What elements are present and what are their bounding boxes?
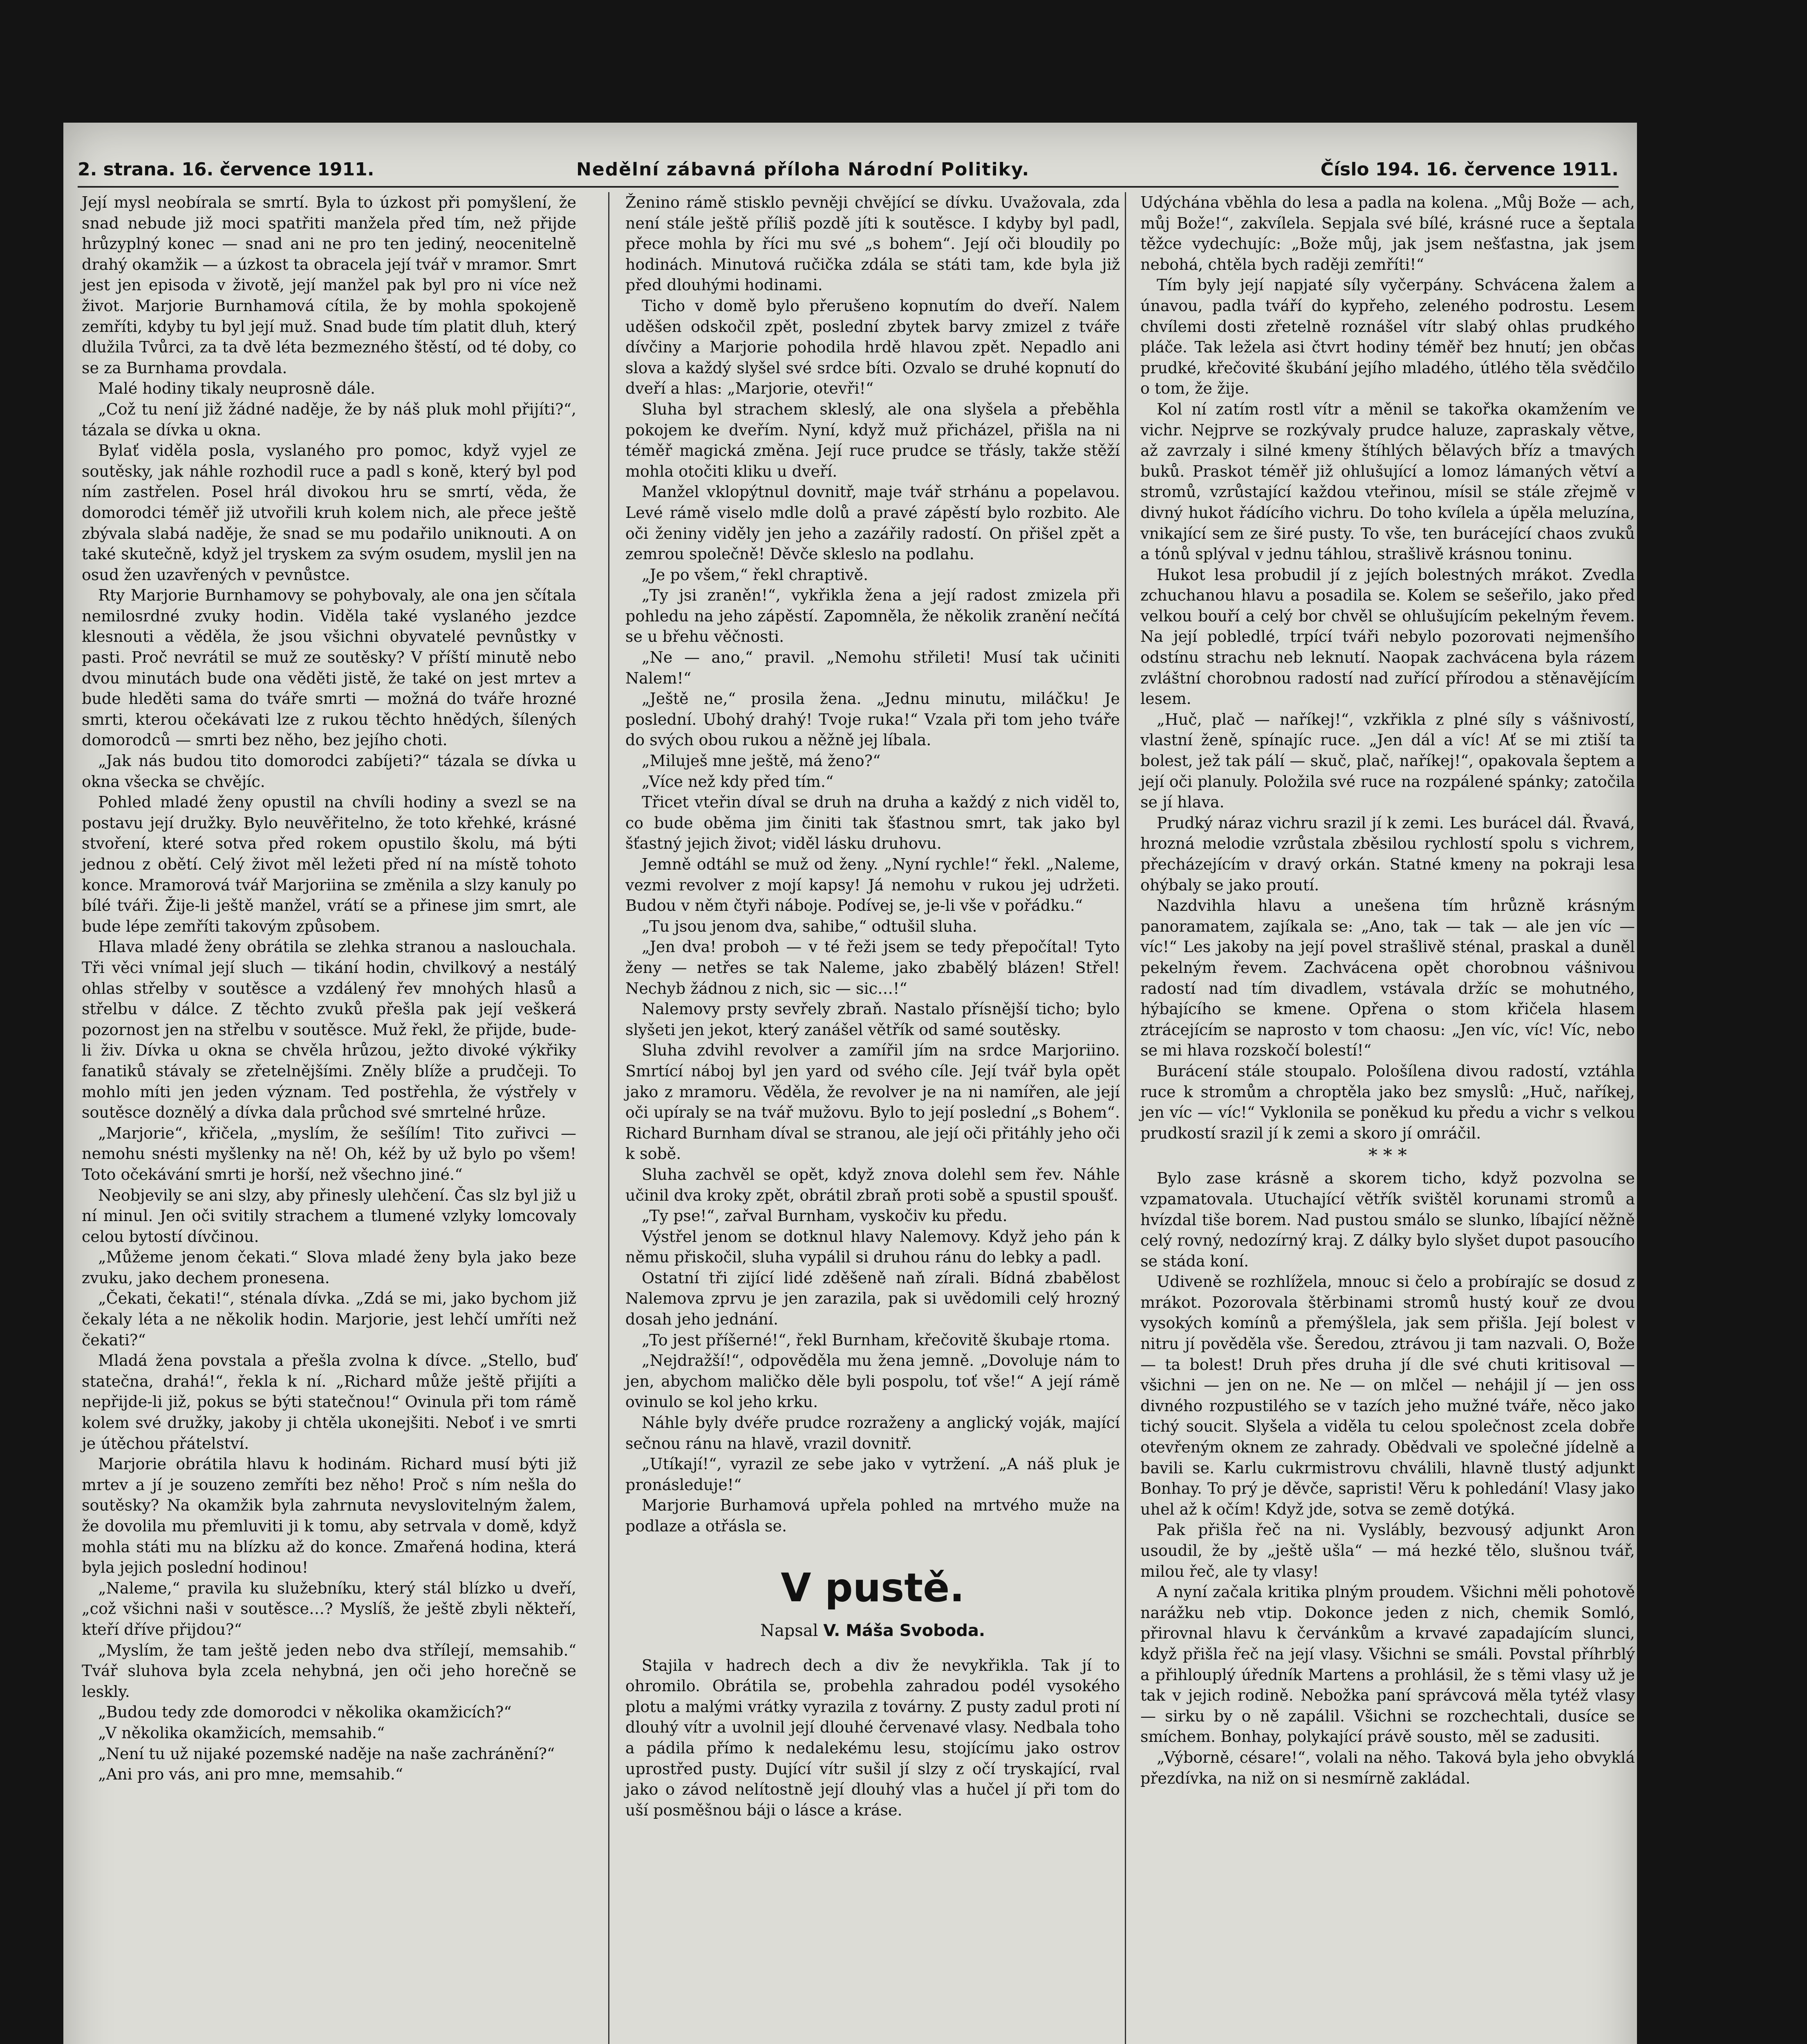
- article-paragraph: Stajila v hadrech dech a div že nevykřikla. Tak jí to ohromilo. Obrátila se, probehla zahradou podél vysokého plotu a malými vrátky vyrazila z továrny. Z pusty zadul proti ní dlouhý vítr a uvolnil její dlouhé červenavé vlasy. Nedbala toho a pádila přímo k nedalekému lesu, stojícímu jako ostrov uprostřed pusty. Dující vítr sušil jí slzy z očí tryskající, rval jako o závod nelítostně její dlouhý vlas a hučel jí při tom do uší posměšnou báji o lásce a kráse.: [625, 1656, 1120, 1819]
- article-paragraph: Sluha zdvihl revolver a zamířil jím na srdce Marjoriino. Smrtící náboj byl jen yard od svého cíle. Její tvář byla opět jako z mramoru. Věděla, že revolver je na ni namířen, ale její oči upíraly se na tvář mužovu. Bylo to její poslední „s Bohem“. Richard Burnham díval se stranou, ale její oči přitáhly jeho oči k sobě.: [625, 1041, 1120, 1163]
- article-paragraph: Rty Marjorie Burnhamovy se pohybovaly, ale ona jen sčítala nemilosrdné zvuky hodin. Viděla také vyslaného jezdce klesnouti a věděla, že jsou všichni obyvatelé pevnůstky v pasti. Proč nevrátil se muž ze soutěsky? V příští minutě nebo dvou minutách bude ona věděti jistě, že také on jest mrtev a bude hleděti sama do tváře smrti — možná do tváře hrozné smrti, kterou očekávati lze z rukou těchto hnědých, šílených domorodců — smrti bez něho, bez jejího choti.: [82, 586, 576, 749]
- article-paragraph: „Ještě ne,“ prosila žena. „Jednu minutu, miláčku! Je poslední. Ubohý drahý! Tvoje ruka!“ Vzala při tom jeho tváře do svých obou rukou a něžně jej líbala.: [625, 690, 1120, 749]
- article-paragraph: „Utíkají!“, vyrazil ze sebe jako v vytržení. „A náš pluk je pronásleduje!“: [625, 1455, 1120, 1494]
- article-paragraph: Kol ní zatím rostl vítr a měnil se takořka okamžením ve vichr. Nejprve se rozkývaly prudce haluze, zapraskaly větve, až zavrzaly i silné kmeny štíhlých bělavých bříz a tmavých buků. Praskot téměř již ohlušující a lomoz lámaných větví a stromů, vzrůstající každou vteřinou, mísil se stále zřejmě v divný hukot řádícího vichru. Do toho kvílela a úpěla meluzína, vnikající sem ze širé pusty. To vše, ten burácející chaos zvuků a tónů splýval v jednu táhlou, strašlivě krásnou toninu.: [1140, 400, 1635, 563]
- header-publication-title: Nedělní zábavná příloha Národní Politiky.: [576, 159, 1030, 180]
- article-paragraph: „To jest příšerné!“, řekl Burnham, křečovitě škubaje rtoma.: [642, 1331, 1111, 1349]
- article-paragraph: „Huč, plač — naříkej!“, vzkřikla z plné síly s vášnivostí, vlastní ženě, spínajíc ruce. „Jen dál a víc! Ať se mi ztiší ta bolest, jež tak pálí — skuč, plač, naříkej!“, opakovala šeptem a její oči planuly. Položila své ruce na rozpálené spánky; zatočila se jí hlava.: [1140, 710, 1635, 811]
- article-paragraph: Hlava mladé ženy obrátila se zlehka stranou a naslouchala. Tři věci vnímal její sluch — tikání hodin, chvilkový a nestálý ohlas střelby v soutěsce a vzdálený řev mnohých hlasů a střelbu v dálce. Z těchto zvuků přešla pak její veškerá pozornost jen na střelbu v soutěsce. Muž řekl, že přijde, bude-li živ. Dívka u okna se chvěla hrůzou, ježto divoké výkřiky fanatiků stávaly se zřetelnějšími. Zněly blíže a prudčeji. To mohlo míti jen jeden význam. Ted postřehla, že výstřely v soutěsce doznělý a dívka dala průchod své smrtelné hrůze.: [82, 938, 576, 1122]
- header-date-left: 2. strana. 16. července 1911.: [78, 159, 374, 180]
- article-paragraph: Bylo zase krásně a skorem ticho, když pozvolna se vzpamatovala. Utuchající větřík svištěl korunami stromů a hvízdal tiše borem. Nad pustou smálo se slunko, líbající něžně celý rovný, nedozírný kraj. Z dálky bylo slyšet dupot pasoucího se stáda koní.: [1140, 1169, 1635, 1270]
- binding-hole: [29, 159, 57, 196]
- header-issue-number: Číslo 194. 16. července 1911.: [1320, 159, 1619, 180]
- article-paragraph: Náhle byly dvéře prudce rozraženy a anglický voják, mající sečnou ránu na hlavě, vrazil dovnitř.: [625, 1414, 1120, 1452]
- article-paragraph: „Čekati, čekati!“, sténala dívka. „Zdá se mi, jako bychom již čekaly léta a ne několik hodin. Marjorie, jest lehčí umříti než čekati?“: [82, 1289, 576, 1349]
- article-paragraph: Ženino rámě stisklo pevněji chvějící se dívku. Uvažovala, zda není stále ještě příliš pozdě jíti k soutěsce. I kdyby byl padl, přece mohla by říci mu své „s bohem“. Její oči bloudily po hodinách. Minutová ručička zdála se státi tam, kde byla již před dlouhými hodinami.: [625, 193, 1120, 294]
- article-paragraph: „Marjorie“, křičela, „myslím, že sešílím! Tito zuřivci — nemohu snésti myšlenky na ně! Oh, kéž by už bylo po všem! Toto očekávání smrti je horší, než všechno jiné.“: [82, 1124, 576, 1183]
- article-paragraph: Ticho v domě bylo přerušeno kopnutím do dveří. Nalem uděšen odskočil zpět, poslední zbytek barvy zmizel z tváře dívčiny a Marjorie pohodila hrdě hlavou zpět. Nepadlo ani slova a každý slyšel své srdce bíti. Ozvalo se druhé kopnutí do dveří a hlas: „Marjorie, otevři!“: [625, 296, 1120, 398]
- story-title: V pustě.: [781, 1564, 965, 1611]
- article-paragraph: Hukot lesa probudil jí z jejích bolestných mrákot. Zvedla zchuchanou hlavu a posadila se. Kolem se sešeřilo, jako před velkou bouří a celý bor chvěl se ohlušujícím pekelným řevem. Na její pobledlé, trpící tváři nebylo pozorovati nejmenšího odstínu strachu neb leknutí. Naopak zachvácena byla rázem zvláštní chorobnou radostí nad zuřící přírodou a stěnavějícím lesem.: [1140, 565, 1635, 708]
- article-paragraph: Výstřel jenom se dotknul hlavy Nalemovy. Když jeho pán k němu přiskočil, sluha vypálil si druhou ránu do lebky a padl.: [625, 1227, 1120, 1266]
- article-paragraph: „Tu jsou jenom dva, sahibe,“ odtušil sluha.: [642, 917, 977, 935]
- article-paragraph: Tím byly její napjaté síly vyčerpány. Schvácena žalem a únavou, padla tváří do kypřeho, zeleného podrostu. Lesem chvílemi dosti zřetelně roznášel vítr slabý ohlas prudkého pláče. Tak ležela asi čtvrt hodiny téměř bez hnutí; jen občas prudké, křečovité škubání jejího mladého, útlého těla svědčilo o tom, že žije.: [1140, 276, 1635, 398]
- column-separator: [608, 192, 609, 2044]
- article-paragraph: Pak přišla řeč na ni. Vyslábly, bezvousý adjunkt Aron usoudil, že by „ještě ušla“ — má hezké tělo, slušnou tvář, milou řeč, ale ty vlasy!: [1140, 1521, 1635, 1580]
- article-paragraph: Pohled mladé ženy opustil na chvíli hodiny a svezl se na postavu její družky. Bylo neuvěřitelno, že toto křehké, krásné stvoření, které sotva před rokem opustilo školu, má býti jednou z obětí. Celý život měl ležeti před ní na místě tohoto konce. Mramorová tvář Marjoriina se změnila a slzy kanuly po bílé tváři. Žije-li ještě manžel, vrátí se a přinese jim smrt, ale bude lépe zemříti takovým způsobem.: [82, 793, 576, 935]
- article-paragraph: „Jak nás budou tito domorodci zabíjeti?“ tázala se dívka u okna všecka se chvějíc.: [82, 752, 576, 791]
- article-paragraph: Udýchána vběhla do lesa a padla na kolena. „Můj Bože — ach, můj Bože!“, zakvílela. Sepjala své bílé, krásné ruce a šeptala těžce vydechujíc: „Bože můj, jak jsem nešťastna, jak jsem nebohá, chtěla bych raději zemříti!“: [1140, 193, 1635, 273]
- article-paragraph: „Naleme,“ pravila ku služebníku, který stál blízko u dveří, „což všichni naši v soutěsce…? Myslíš, že ještě zbyli někteří, kteří dříve přijdou?“: [82, 1579, 576, 1638]
- article-paragraph: Manžel vklopýtnul dovnitř, maje tvář strhánu a popelavou. Levé rámě viselo mdle dolů a pravé zápěstí bylo rozbito. Ale oči ženiny viděly jen jeho a zazářily radostí. On přišel zpět a zemrou společně! Děvče skleslo na podlahu.: [625, 483, 1120, 563]
- article-paragraph: Marjorie Burhamová upřela pohled na mrtvého muže na podlaze a otřásla se.: [625, 1496, 1120, 1535]
- article-paragraph: „Jen dva! proboh — v té řeži jsem se tedy přepočítal! Tyto ženy — netřes se tak Naleme, jako zbabělý blázen! Střel! Nechyb žádnou z nich, sic — sic…!“: [625, 938, 1120, 997]
- article-paragraph: Nazdvihla hlavu a unešena tím hrůzně krásným panoramatem, zajíkala se: „Ano, tak — tak — ale jen víc — víc!“ Les jakoby na její povel strašlivě sténal, praskal a duněl pekelným řevem. Zachvácena opět chorobnou vášnivou radostí nad tím divadlem, vstávala držíc se mohutného, hýbajícího se kmene. Opřena o stom křičela hlasem ztrácejícím se naprosto v tom chaosu: „Jen víc, víc! Víc, nebo se mi hlava rozskočí bolestí!“: [1140, 896, 1635, 1060]
- article-paragraph: Burácení stále stoupalo. Pološílena divou radostí, vztáhla ruce k stromům a chroptěla jako bez smyslů: „Huč, naříkej, jen víc — víc!“ Vyklonila se poněkud ku předu a vichr s velkou prudkostí srazil jí k zemi a skoro jí omráčil.: [1140, 1062, 1635, 1142]
- article-paragraph: „Ty pse!“, zařval Burnham, vyskočiv ku předu.: [642, 1207, 1008, 1225]
- article-paragraph: „Je po všem,“ řekl chraptivě.: [642, 565, 869, 584]
- article-paragraph: Malé hodiny tikaly neuprosně dále.: [98, 379, 375, 398]
- article-paragraph: „Budou tedy zde domorodci v několika okamžicích?“: [98, 1703, 512, 1721]
- article-paragraph: „Což tu není již žádné naděje, že by náš pluk mohl přijíti?“, tázala se dívka u okna.: [82, 400, 576, 439]
- article-paragraph: Třicet vteřin díval se druh na druha a každý z nich viděl to, co bude oběma jim činiti tak šťastnou smrt, tak jako byl šťastný jejich život; viděl lásku druhovu.: [625, 793, 1120, 853]
- text-column-1: [82, 192, 576, 1785]
- story-author-name: V. Máša Svoboda.: [823, 1621, 985, 1640]
- article-paragraph: „Můžeme jenom čekati.“ Slova mladé ženy byla jako beze zvuku, jako dechem pronesena.: [82, 1248, 576, 1287]
- article-paragraph: Jemně odtáhl se muž od ženy. „Nyní rychle!“ řekl. „Naleme, vezmi revolver z mojí kapsy! Já nemohu v rukou jej udržeti. Budou v něm čtyři náboje. Podívej se, je-li vše v pořádku.“: [625, 855, 1120, 915]
- article-paragraph: Mladá žena povstala a přešla zvolna k dívce. „Stello, buď statečna, drahá!“, řekla k ní. „Richard může ještě přijíti a nepřijde-li již, pokus se býti statečnou!“ Ovinula při tom rámě kolem své družky, jakoby ji chtěla ukonejšiti. Neboť i ve smrti je útěchou přátelství.: [82, 1351, 576, 1452]
- article-paragraph: Sluha zachvěl se opět, když znova dolehl sem řev. Náhle učinil dva kroky zpět, obrátil zbraň proti sobě a spustil spoušť.: [625, 1165, 1120, 1204]
- section-break-stars: * * *: [1368, 1145, 1407, 1166]
- story-author: [625, 1618, 1120, 1643]
- article-paragraph: Nalemovy prsty sevřely zbraň. Nastalo přísnější ticho; bylo slyšeti jen jekot, který zanášel větřík od samé soutěsky.: [625, 1000, 1120, 1039]
- page-header: [78, 157, 1619, 182]
- article-paragraph: Prudký náraz vichru srazil jí k zemi. Les burácel dál. Řvavá, hrozná melodie vzrůstala zběsilou rychlostí spolu s vichrem, přecházejícím v dravý orkán. Statné kmeny na pokraji lesa ohýbaly se jako proutí.: [1140, 814, 1635, 894]
- article-paragraph: „Ne — ano,“ pravil. „Nemohu střileti! Musí tak učiniti Nalem!“: [625, 648, 1120, 687]
- article-paragraph: „Výborně, césare!“, volali na něho. Taková byla jeho obvyklá přezdívka, na niž on si nesmírně zakládal.: [1140, 1748, 1635, 1787]
- article-paragraph: Neobjevily se ani slzy, aby přinesly ulehčení. Čas slz byl již u ní minul. Jen oči svitily strachem a tlumené vzlyky lomcovaly celou bytostí dívčinou.: [82, 1186, 576, 1246]
- article-paragraph: A nyní začala kritika plným proudem. Všichni měli pohotově narážku neb vtip. Dokonce jeden z nich, chemik Somló, přirovnal hlavu k červánkům a krvavé zapadajícím slunci, když přišla řeč na její vlasy. Všichni se smáli. Povstal příhrblý a přihlouplý úředník Martens a prohlásil, že s těmi vlasy už je tak v jejich rodině. Nebožka paní správcová měla tytéž vlasy — sirku by o ně zapálil. Všichni se rozchechtali, dusíce se smíchem. Bonhay, polykající právě sousto, měl se zadusiti.: [1140, 1583, 1635, 1746]
- text-column-2: [625, 192, 1120, 1820]
- article-paragraph: „Myslím, že tam ještě jeden nebo dva střílejí, memsahib.“ Tvář sluhova byla zcela nehybná, jen oči jeho horečně se leskly.: [82, 1641, 576, 1701]
- article-paragraph: Bylať viděla posla, vyslaného pro pomoc, když vyjel ze soutěsky, jak náhle rozhodil ruce a padl s koně, který byl pod ním zastřelen. Posel hrál divokou hru se smrtí, věda, že domorodci téměř již utvořili kruh kolem nich, ale přece ještě zbývala slabá naděje, že snad se mu podařilo uniknouti. A on také skutečně, když jel tryskem za svým osudem, myslil jen na osud žen uzavřených v pevnůstce.: [82, 442, 576, 584]
- article-paragraph: „Ty jsi zraněn!“, vykřikla žena a její radost zmizela při pohledu na jeho zápěstí. Zapomněla, že několik zranění nečítá se u břehu věčnosti.: [625, 586, 1120, 646]
- article-paragraph: Její mysl neobírala se smrtí. Byla to úzkost při pomyšlení, že snad nebude již moci spatřiti manžela před tím, než přijde hrůzyplný konec — snad ani ne pro ten jediný, neocenitelně drahý okamžik — a úzkost ta obracela její tvář v mramor. Smrt jest jen episoda v životě, její manžel pak byl pro ni více než život. Marjorie Burnhamová cítila, že by mohla spokojeně zemříti, kdyby tu byl její muž. Snad bude tím platit dluh, který dlužila Tvůrci, za ta dvě léta bezmezného štěstí, od té doby, co se za Burnhama provdala.: [82, 193, 576, 377]
- article-paragraph: „Nejdražší!“, odpověděla mu žena jemně. „Dovoluje nám to jen, abychom maličko děle byli pospolu, toť vše!“ A její rámě ovinulo se kol jeho krku.: [625, 1351, 1120, 1411]
- column-separator: [1125, 192, 1126, 2044]
- article-paragraph: Marjorie obrátila hlavu k hodinám. Richard musí býti již mrtev a jí je souzeno zemříti bez něho! Proč s ním nešla do soutěsky? Na okamžik byla zahrnuta nevyslovitelným žalem, že dovolila mu přemluviti ji k tomu, aby setrvala v domě, když mohla státi mu na blízku až do konce. Zmařená hodina, která byla jejich poslední hodinou!: [82, 1455, 576, 1577]
- header-rule: [78, 186, 1619, 188]
- article-paragraph: „Více než kdy před tím.“: [642, 772, 834, 791]
- article-paragraph: „Není tu už nijaké pozemské naděje na naše zachránění?“: [98, 1744, 555, 1763]
- article-paragraph: Udiveně se rozhlížela, mnouc si čelo a probírajíc se dosud z mrákot. Pozorovala štěrbinami stromů hustý kouř ze dvou vysokých komínů a přemýšlela, jak sem přišla. Její bolest v nitru jí pověděla vše. Šeredou, ztrávou ji tam nazvali. O, Bože — ta bolest! Druh přes druha jí dle své chuti kritisoval — všichni — jen on ne. Ne — on mlčel — nehájil jí — jen oss divného rozpustilého se v tazích jeho mužné tváře, něco jako tichý soucit. Slyšela a viděla tu celou společnost zcela dobře otevřeným oknem ze zahrady. Obědvali ve společné jídelně a bavili se. Karlu cukrmistrovu chválili, hlavně tlustý adjunkt Bonhay. To prý je děvče, sapristi! Věru k pohledání! Vlasy jako uhel až k očím! Když jde, sotva se země dotýká.: [1140, 1273, 1635, 1518]
- article-paragraph: „Ani pro vás, ani pro mne, memsahib.“: [98, 1765, 403, 1784]
- article-paragraph: „Miluješ mne ještě, má ženo?“: [642, 752, 881, 770]
- article-paragraph: „V několika okamžicích, memsahib.“: [98, 1724, 385, 1742]
- story-author-prefix: Napsal: [760, 1621, 824, 1640]
- article-paragraph: Sluha byl strachem skleslý, ale ona slyšela a přeběhla pokojem ke dveřím. Nyní, když muž přicházel, přišla na ni téměř magická změna. Její ruce prudce se třásly, takže stěží mohla otočiti kliku u dveří.: [625, 400, 1120, 480]
- article-paragraph: Ostatní tři zijící lidé zděšeně naň zírali. Bídná zbabělost Nalemova zprvu je jen zarazila, pak si uvědomili celý hrozný dosah jeho jednání.: [625, 1269, 1120, 1329]
- text-column-3: [1140, 192, 1635, 1788]
